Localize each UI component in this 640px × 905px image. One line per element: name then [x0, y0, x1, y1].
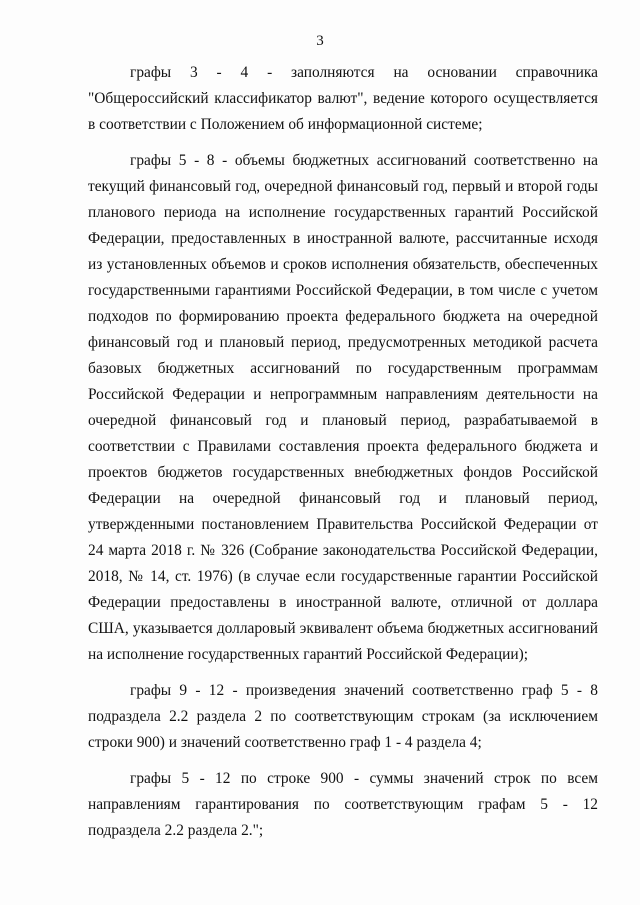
paragraph-columns-5-8: графы 5 - 8 - объемы бюджетных ассигнований соответственно на текущий финансовый год, очередной финансовый год, первый и второй годы планового периода на исполнение государственных гарантий Российской Федерации, предоставленных в иностранной валюте, рассчитанные исходя из установленных объемов и сроков исполнения обязательств, обеспеченных государственными гарантиями Российской Федерации, в том числе с учетом подходов по формированию проекта федерального бюджета на очередной финансовый год и плановый период, предусмотренных методикой расчета базовых бюджетных ассигнований по государственным программам Российской Федерации и непрограммным направлениям деятельности на очередной финансовый год и плановый период, разрабатываемой в соответствии с Правилами составления проекта федерального бюджета и проектов бюджетов государственных внебюджетных фондов Российской Федерации на очередной финансовый год и плановый период, утвержденными постановлением Правительства Российской Федерации от 24 марта 2018 г. № 326 (Собрание законодательства Российской Федерации, 2018, № 14, ст. 1976) (в случае если государственные гарантии Российской Федерации предоставлены в иностранной валюте, отличной от доллара США, указывается долларовый эквивалент объема бюджетных ассигнований на исполнение государственных гарантий Российской Федерации); — [88, 152, 598, 663]
paragraph-row-900: графы 5 - 12 по строке 900 - суммы значений строк по всем направлениям гарантирования по соответствующим графам 5 - 12 подраздела 2.2 раздела 2."; — [88, 770, 598, 839]
document-body — [88, 60, 598, 854]
paragraph-columns-9-12: графы 9 - 12 - произведения значений соответственно граф 5 - 8 подраздела 2.2 раздела 2 по соответствующим строкам (за исключением строки 900) и значений соответственно граф 1 - 4 раздела 4; — [88, 682, 598, 751]
paragraph-columns-3-4: графы 3 - 4 - заполняются на основании справочника "Общероссийский классификатор валют", ведение которого осуществляется в соответствии с Положением об информационной системе; — [88, 64, 598, 133]
page-number: 3 — [316, 33, 324, 49]
